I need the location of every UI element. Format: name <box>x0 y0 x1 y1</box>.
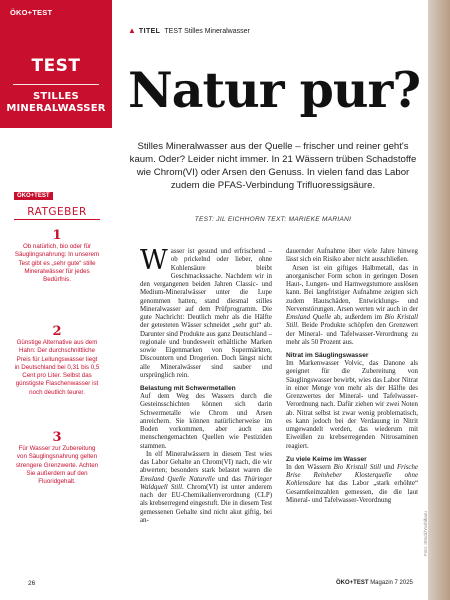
tip-number: 3 <box>52 430 62 445</box>
article-column-1 <box>140 245 272 525</box>
product-name: Emsland Quelle <box>286 314 332 321</box>
tip-text: Für Wasser zur Zubereitung von Säuglingsnahrung gelten strengere Grenzwerte. Achten Sie außerdem auf den Fluoridgehalt. <box>15 445 99 486</box>
tip-text: Günstige Alternative aus dem Hahn: Der durchschnittliche Preis für Leitungswasser liegt in Deutschland bei 0,31 bis 0,5 Cent pro Liter. Selbst das günstigste Flaschenwasser ist noch deutlich teurer. <box>14 339 100 396</box>
tip-text: Ob natürlich, bio oder für Säuglingsnahrung: In unserem Test gibt es „sehr gute“ stille Mineralwässer für jedes Bedürfnis. <box>14 243 100 284</box>
text: . Chrom(VI) ist unter anderem nach der EU-Chemikalienverordnung (CLP) als krebserregend eingestuft. Die in diesem Test gemessenen Gehalte sind nicht akut giftig, bei an- <box>140 483 272 524</box>
paragraph: Im Markenwasser Volvic, das Danone als geeignet für die Zubereitung von Säuglingswasser bewirbt, wies das Labor Nitrat in einer Menge von mehr als der Hälfte des Grenzwertes der Mineral- und Tafelwasser-Verordnung nach. Dafür ziehen wir zwei Noten ab. Nitrat selbst ist zwar wenig problematisch, es kann jedoch bei der Verdauung in Nitrit umgewandelt werden, das wiederum mit Eiweißen zu krebserregenden Nitrosaminen reagiert. <box>286 360 418 450</box>
lead-paragraph: Stilles Mineralwasser aus der Quelle – frischer und reiner geht's kaum. Oder? Leider nicht immer. In 21 Wässern trüben Schadstoffe wie Chrom(VI) oder Arsen den Genuss. In vielen fand das Labor zudem die PFAS-Verbindung Trifluoressigsäure. <box>129 141 417 192</box>
tip-1 <box>14 228 100 284</box>
subheading: Zu viele Keime im Wasser <box>286 455 367 463</box>
section-subtitle-line2: MINERALWASSER <box>6 103 106 114</box>
product-name: Emsland Quelle Naturelle <box>140 475 215 483</box>
text: . Beide Produkte schöpfen den Grenzwert der Mineral- und Tafelwasser-Verordnung zu mehr als 50 Prozent aus. <box>286 322 418 346</box>
tip-3 <box>14 430 100 486</box>
paragraph <box>286 464 418 505</box>
kicker-text: TEST Stilles Mineralwasser <box>164 28 250 35</box>
headline: Natur pur? <box>128 61 421 119</box>
sidebar <box>0 0 115 600</box>
text: und <box>381 463 397 471</box>
kicker <box>128 26 250 35</box>
intro-paragraph <box>140 245 272 380</box>
footer-magazine <box>336 580 413 586</box>
article-column-2 <box>286 248 418 505</box>
subheading: Nitrat im Säuglingswasser <box>286 352 369 359</box>
page-number: 26 <box>28 580 36 587</box>
next-page-edge <box>428 0 450 600</box>
paragraph <box>140 451 272 525</box>
ratgeber-divider <box>14 219 100 220</box>
kicker-label: TITEL <box>138 28 161 35</box>
text: und das <box>214 475 245 483</box>
product-name: Frische Brise Reinheber Klosterquelle ohne Kohlensäure <box>286 463 418 488</box>
footer-brand: ÖKO+TEST <box>336 580 369 586</box>
paragraph <box>286 265 418 348</box>
product-name: Bio Kristall Still <box>286 314 418 330</box>
drop-cap: W <box>140 245 168 276</box>
text: Arsen ist ein giftiges Halbmetall, das in anorganischer Form schon in geringen Dosen Haut-, Lungen- und Harnwegstumore auslösen kann. Bei langfristiger Aufnahme zeigten sich zudem Hautschäden, Entwicklungs- und Nervenstörungen. Arsen werten wir auch in der <box>286 264 418 313</box>
leaf-icon: ▲ <box>128 26 136 35</box>
text: hat das Labor „stark erhöhte“ Gesamtkeimzahlen gemessen, die die laut Mineral- und Tafelwasser-Verordnung <box>286 480 418 504</box>
tip-2 <box>14 324 100 397</box>
text: ab, außerdem im <box>331 314 385 321</box>
section-subtitle-line1: STILLES <box>33 91 79 102</box>
section-banner <box>0 24 112 128</box>
section-title: TEST <box>31 56 81 76</box>
tip-number: 1 <box>52 228 62 243</box>
byline: TEST: JIL EICHHORN TEXT: MARIEKE MARIANI <box>194 216 352 223</box>
photo-credit: Foto: iStock/Yoshiharu <box>423 511 428 556</box>
ratgeber-brand: ÖKO+TEST <box>14 192 53 200</box>
ratgeber-title: RATGEBER <box>27 206 87 218</box>
subheading: Belastung mit Schwermetallen <box>140 385 236 392</box>
section-divider <box>13 84 99 85</box>
text: In den Wässern <box>286 463 334 471</box>
product-name: Bio Kristall Still <box>333 463 381 471</box>
paragraph: Auf dem Weg des Wassers durch die Gesteinsschichten können sich darin Schwermetalle wie Chrom und Arsen anreichern. Sie können natürlicherweise im Boden vorkommen, aber auch aus menschengemachten Quellen wie Pestiziden stammen. <box>140 393 272 450</box>
footer-issue: Magazin 7 2025 <box>370 580 413 586</box>
intro-text: asser ist gesund und erfrischend – ob prickelnd oder lieber, ohne Kohlensäure bleibt Geschmackssache. Nachdem wir in den vergangenen beiden Jahren Classic- und Medium-Mineralwässer unter die Lupe genommen hatten, stand diesmal stilles Mineralwasser auf dem Prüfprogramm. Die gute Nachricht: Deutlich mehr als die Hälfte der getesteten Wässer schneidet „sehr gut“ ab. Darunter sind Produkte aus ganz Deutschland – regionale und bundesweit erhältliche Marken sowie Eigenmarken von Supermärkten, Discountern und Drogerien. Doch längst nicht alle Mineralwässer sind sauber und ursprünglich rein. <box>140 248 272 379</box>
product-name: Thüringer Waldquell Still <box>140 475 272 491</box>
text: In elf Mineralwässern in diesem Test wies das Labor Gehalte an Chrom(VI) nach, die wir abwerten; besonders stark belastet waren die <box>140 450 272 475</box>
brand-logo: ÖKO+TEST <box>0 0 112 24</box>
tip-number: 2 <box>52 324 62 339</box>
paragraph: dauernder Aufnahme über viele Jahre hinweg lässt sich ein Risiko aber nicht ausschließen. <box>286 248 418 264</box>
